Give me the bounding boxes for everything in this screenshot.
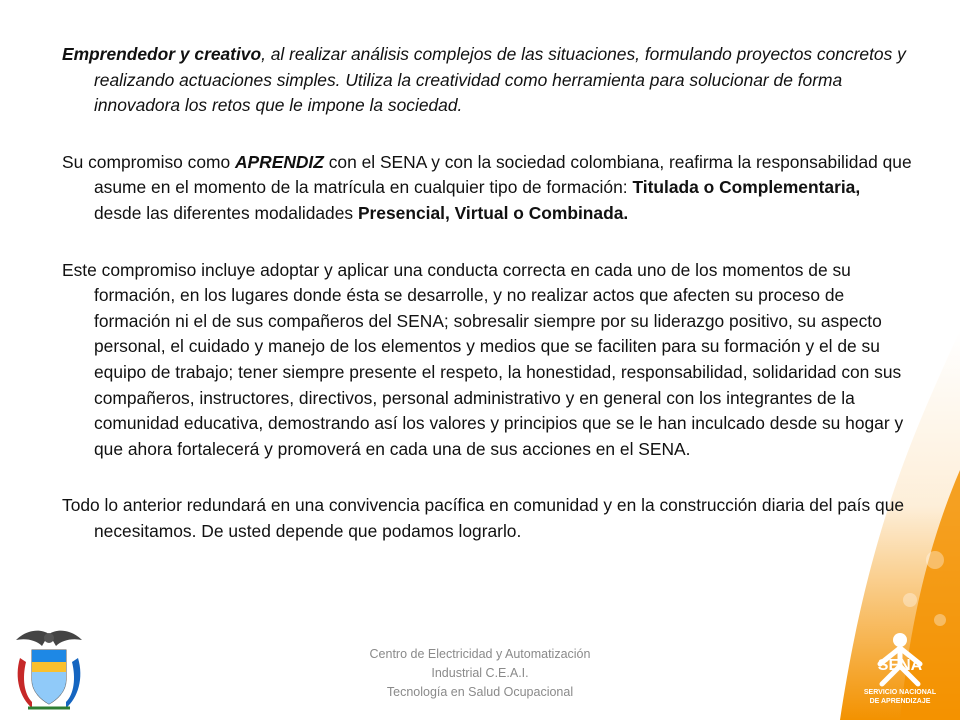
paragraph-conclusion: Todo lo anterior redundará en una convivencia pacífica en comunidad y en la construcción diaria del país que necesitamos. De usted depende que podamos lograrlo. [62,495,905,541]
sena-logo [850,630,950,718]
paragraph-lead: Emprendedor y creativo [62,44,262,64]
paragraph-text: Su compromiso como [62,151,235,172]
paragraph-text: , al realizar análisis complejos de las situaciones, formulando proyectos concretos y realizando actuaciones simples. Utiliza la creatividad como herramienta para solucionar de forma innovadora los retos que le impone la sociedad. [94,44,906,116]
footer-line-program: Tecnología en Salud Ocupacional [386,685,574,699]
sena-tagline-1: SERVICIO NACIONAL [863,689,937,696]
paragraph-text: desde las diferentes modalidades [94,202,358,223]
aprendiz-highlight: APRENDIZ [235,151,324,172]
footer-line-center: Centro de Electricidad y Automatización [369,647,591,661]
paragraph-compromiso [62,150,912,227]
sena-tagline-2: DE APRENDIZAJE [869,698,931,705]
modalidades-highlight: Presencial, Virtual o Combinada. [357,202,629,223]
footer-line-abbrev: Industrial C.E.A.I. [431,666,529,680]
colombia-coat-of-arms-icon [10,628,88,714]
titulada-highlight: Titulada o Complementaria, [632,177,861,198]
footer-text [330,645,630,702]
document-body [62,42,912,576]
paragraph-text: con el SENA y con la sociedad colombiana, reafirma la responsabilidad que asume en el momento de la matrícula en cualquier tipo de formación: [94,151,912,198]
paragraph-conducta: Este compromiso incluye adoptar y aplicar una conducta correcta en cada uno de los momentos de su formación, en los lugares donde ésta se desarrolle, y no realizar actos que afecten su proceso de formación ni el de sus compañeros del SENA; sobresalir siempre por su liderazgo positivo, su aspecto personal, el cuidado y manejo de los elementos y medios que se faciliten para su formación y el de su equipo de trabajo; tener siempre presente el respeto, la honestidad, responsabilidad, solidaridad con sus compañeros, instructores, directivos, personal administrativo y en general con los integrantes de la comunidad educativa, demostrando así los valores y principios que se le han inculcado desde su hogar y que ahora fortalecerá y promoverá en cada una de sus acciones en el SENA. [62,259,904,459]
sena-wordmark: SENA [877,657,923,674]
sena-figure-icon [850,630,950,688]
paragraph-emprendedor [62,42,912,119]
